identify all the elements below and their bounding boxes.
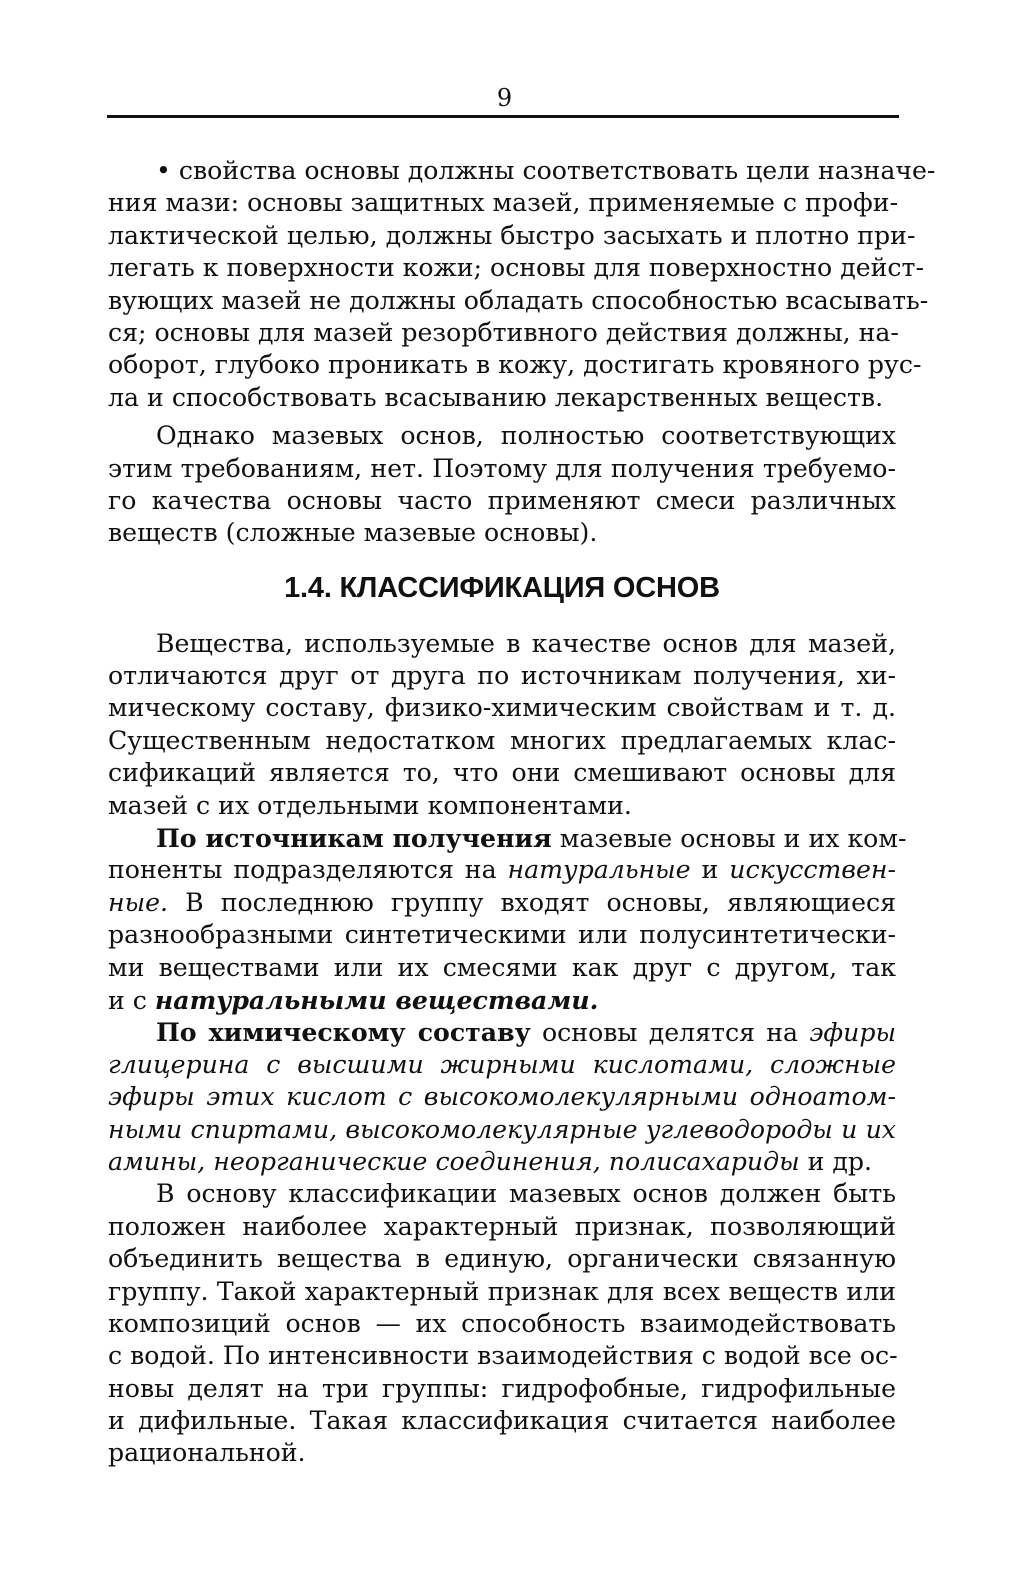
paragraph-composition bbox=[108, 1016, 896, 1178]
text-line: отличаются друг от друга по источникам получения, хи- bbox=[108, 661, 896, 691]
italic-term: искусствен- bbox=[729, 855, 896, 885]
page-body bbox=[108, 155, 936, 1470]
bold-term: По химическому составу bbox=[156, 1017, 531, 1048]
italic-term: натуральные bbox=[507, 855, 691, 885]
text-line: группу. Такой характерный признак для всех веществ или bbox=[108, 1276, 896, 1306]
text-line: По источникам получения мазевые основы и их ком- bbox=[156, 823, 907, 854]
text-line: объединить вещества в единую, органически связанную bbox=[108, 1244, 896, 1274]
text-line: положен наиболее характерный признак, позволяющий bbox=[108, 1211, 896, 1241]
text-line: и с натуральными веществами. bbox=[108, 984, 599, 1015]
section-heading: 1.4. КЛАССИФИКАЦИЯ ОСНОВ bbox=[284, 571, 720, 604]
text-line: Однако мазевых основ, полностью соответствующих bbox=[156, 421, 896, 451]
paragraph-substances bbox=[108, 628, 896, 822]
text-line: эфиры этих кислот с высокомолекулярными одноатом- bbox=[108, 1082, 896, 1112]
text-line: ния мази: основы защитных мазей, применяемые с профи- bbox=[108, 188, 899, 218]
text-line: и дифильные. Такая классификация считается наиболее bbox=[108, 1406, 896, 1436]
text-line: • свойства основы должны соответствовать цели назначе- bbox=[156, 156, 936, 185]
paragraph-requirements bbox=[108, 420, 896, 550]
paragraph-sources bbox=[108, 822, 907, 1016]
italic-term: амины, неорганические соединения, полисахариды bbox=[108, 1146, 800, 1176]
text-line: рациональной. bbox=[108, 1438, 306, 1468]
text-line: ные. В последнюю группу входят основы, являющиеся bbox=[108, 887, 896, 917]
text-line: лактической целью, должны быстро засыхать и плотно при- bbox=[108, 220, 916, 250]
text-line: новы делят на три группы: гидрофобные, гидрофильные bbox=[108, 1373, 896, 1403]
text-line: мазей с их отдельными компонентами. bbox=[108, 790, 632, 820]
text-line: го качества основы часто применяют смеси различных bbox=[108, 485, 896, 515]
header-rule bbox=[107, 115, 899, 118]
text-line: Существенным недостатком многих предлагаемых клас- bbox=[108, 725, 896, 755]
bold-term: По источникам получения bbox=[156, 823, 552, 854]
text-line: композиций основ — их способность взаимодействовать bbox=[108, 1308, 896, 1338]
italic-term: эфиры bbox=[809, 1018, 896, 1048]
text-line: с водой. По интенсивности взаимодействия с водой все ос- bbox=[108, 1341, 898, 1371]
text-line: поненты подразделяются на натуральные и искусствен- bbox=[108, 855, 896, 885]
text-line: По химическому составу основы делятся на эфиры bbox=[156, 1017, 896, 1048]
text-line: ми веществами или их смесями как друг с другом, так bbox=[108, 952, 896, 982]
italic-term: ные. bbox=[108, 887, 169, 917]
text-line: В основу классификации мазевых основ должен быть bbox=[156, 1179, 896, 1209]
text-line: амины, неорганические соединения, полисахариды и др. bbox=[108, 1146, 873, 1176]
text-line: ся; основы для мазей резорбтивного действия должны, на- bbox=[108, 317, 899, 347]
text-line: ла и способствовать всасыванию лекарственных веществ. bbox=[108, 382, 884, 412]
text-line: этим требованиям, нет. Поэтому для получения требуемо- bbox=[108, 453, 896, 483]
text-line: сификаций является то, что они смешивают основы для bbox=[108, 758, 896, 788]
text-line: ными спиртами, высокомолекулярные углеводороды и их bbox=[108, 1114, 896, 1144]
text-line: глицерина с высшими жирными кислотами, сложные bbox=[108, 1049, 896, 1079]
bullet-paragraph bbox=[108, 155, 936, 414]
bold-italic-term: натуральными веществами. bbox=[154, 984, 599, 1015]
text-line: мическому составу, физико-химическим свойствам и т. д. bbox=[108, 693, 896, 723]
text-line: разнообразными синтетическими или полусинтетически- bbox=[108, 920, 896, 950]
text-line: вующих мазей не должны обладать способностью всасывать- bbox=[108, 285, 929, 315]
paragraph-classification bbox=[108, 1178, 896, 1470]
page-number: 9 bbox=[496, 84, 513, 112]
text-line: оборот, глубоко проникать в кожу, достигать кровяного рус- bbox=[108, 350, 922, 380]
text-line: веществ (сложные мазевые основы). bbox=[108, 518, 598, 548]
text-line: Вещества, используемые в качестве основ для мазей, bbox=[156, 628, 896, 658]
text-line: легать к поверхности кожи; основы для поверхностно дейст- bbox=[108, 253, 924, 283]
